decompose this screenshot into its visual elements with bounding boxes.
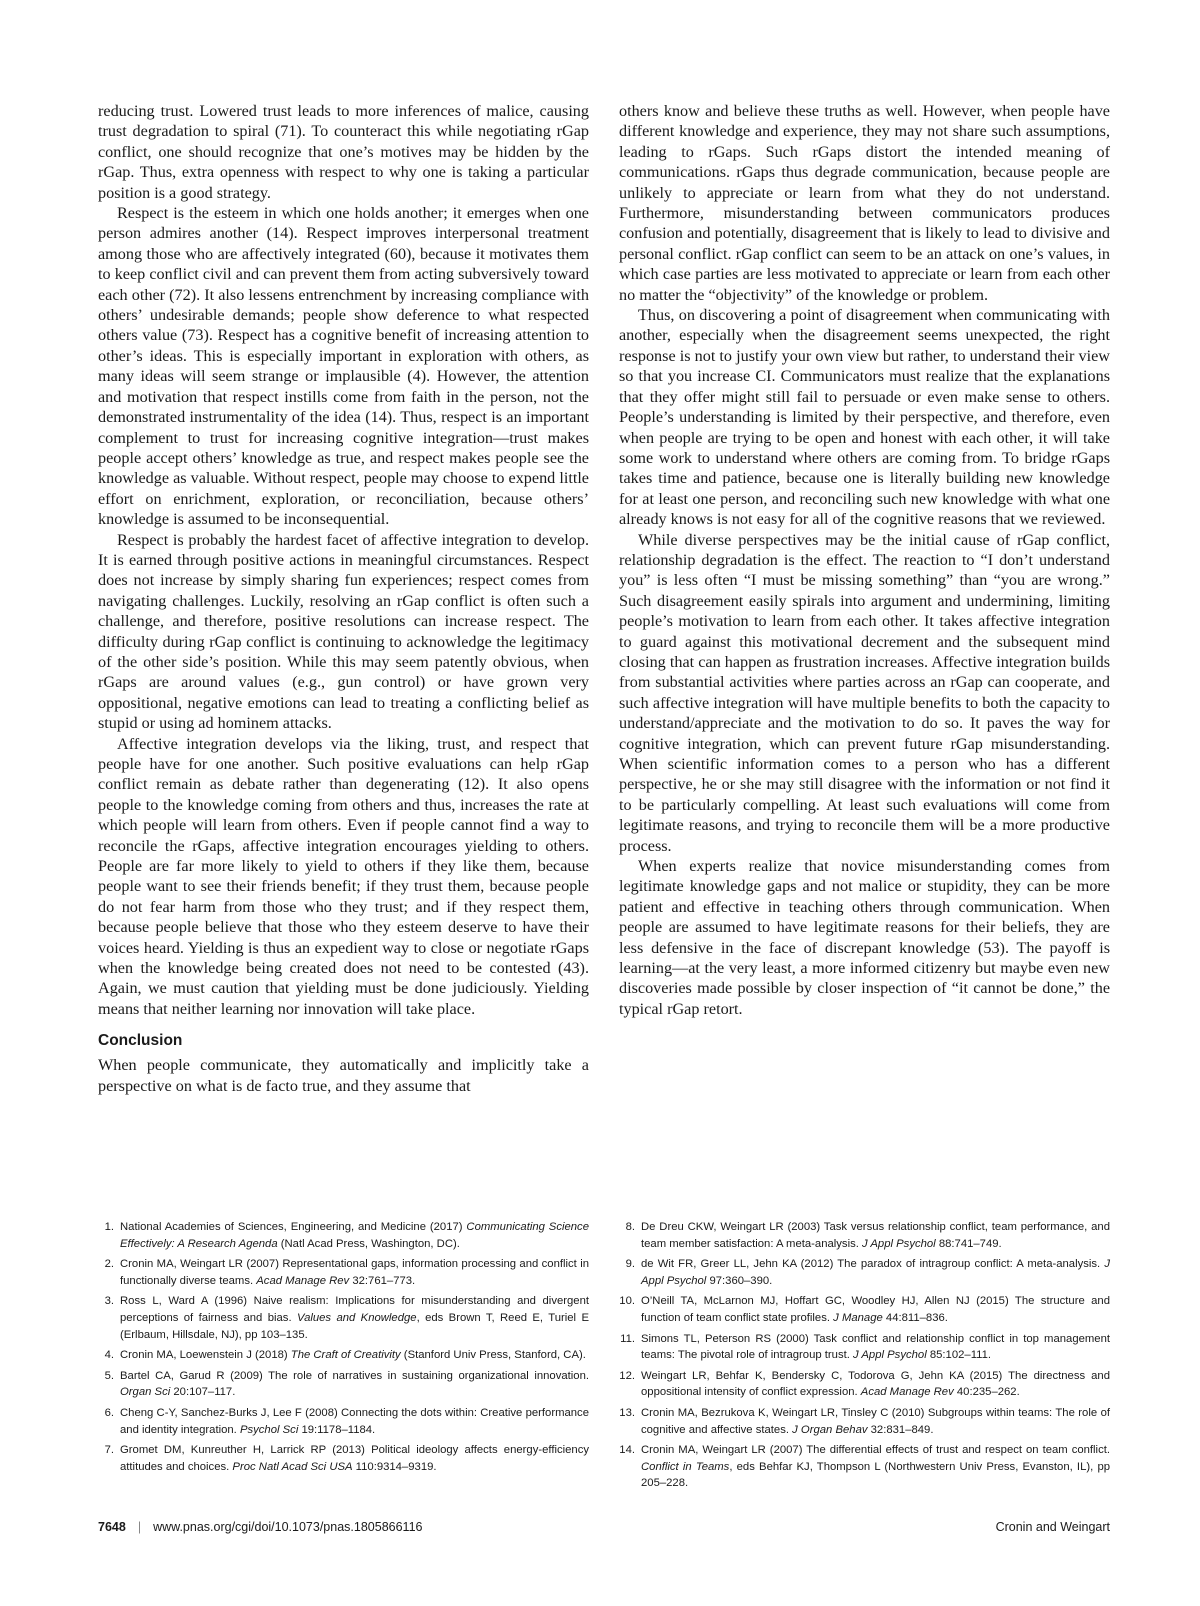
paragraph: Respect is probably the hardest facet of affective integration to develop. It is earned through positive actions in meaningful circumstances. Respect does not increase by simply sharing fun experiences; respect comes from navigating challenges. Luckily, resolving an rGap conflict is often such a challenge, and therefore, positive resolutions can increase respect. The difficulty during rGap conflict is continuing to acknowledge the legitimacy of the other side’s position. While this may seem patently obvious, when rGaps are around values (e.g., gun control) or have grown very oppositional, negative emotions can lead to treating a conflicting belief as stupid or using ad hominem attacks. (98, 530, 589, 733)
reference-details: 44:811–836. (882, 1311, 948, 1324)
reference-source: The Craft of Creativity (290, 1349, 401, 1362)
paragraph: Thus, on discovering a point of disagreement when communicating with another, especially when the disagreement seems unexpected, the right response is not to justify your own view but rather, to understand their view so that you increase CI. Communicators must realize that the explanations that they offer might still fail to persuade or even make sense to others. People’s understanding is limited by their perspective, and therefore, even when people are trying to be open and honest with each other, it will take some work to understand where others are coming from. To bridge rGaps takes time and patience, because one is literally building new knowledge for at least one person, and reconciling such new knowledge with what one already knows is not easy for all of the cognitive reasons that we reviewed. (619, 306, 1110, 529)
paragraph: reducing trust. Lowered trust leads to more inferences of malice, causing trust degradation to spiral (71). To counteract this while negotiating rGap conflict, one should recognize that one’s motives may be hidden by the rGap. Thus, extra openness with respect to why one is taking a particular position is a good strategy. (98, 102, 589, 202)
references (98, 1219, 1110, 1496)
reference-number: 4. (104, 1349, 114, 1362)
reference-number: 3. (104, 1295, 114, 1308)
reference-details: , eds Brown T, Reed E, Turiel E (Erlbaum, Hillsdale, NJ), pp 103–135. (120, 1311, 589, 1341)
reference-source: Values and Knowledge (296, 1311, 417, 1324)
reference-number: 7. (104, 1444, 114, 1457)
reference-item (619, 1256, 1110, 1289)
reference-number: 5. (104, 1369, 114, 1382)
reference-text: Gromet DM, Kunreuther H, Larrick RP (2013) Political ideology affects energy-efficiency attitudes and choices. (120, 1444, 589, 1473)
reference-text: Cheng C-Y, Sanchez-Burks J, Lee F (2008) Connecting the dots within: Creative performance and identity integration. (120, 1406, 589, 1436)
reference-details: 88:741–749. (935, 1237, 1002, 1250)
reference-number: 8. (625, 1221, 635, 1233)
reference-number: 2. (104, 1258, 114, 1271)
reference-number: 11. (620, 1332, 635, 1345)
paragraph: Respect is the esteem in which one holds another; it emerges when one person admires another (14). Respect improves interpersonal treatment among those who are affectively integrated (60), because it motivates them to keep conflict civil and can prevent them from acting subversively toward each other (72). It also lessens entrenchment by increasing compliance with others’ undesirable demands; people show deference to what respected others value (73). Respect has a cognitive benefit of increasing attention to other’s ideas. This is especially important in exploration with others, as many ideas will seem strange or implausible (4). However, the attention and motivation that respect instills come from faith in the person, not the demonstrated instrumentality of the idea (14). Thus, respect is an important complement to trust for increasing cognitive integration—trust makes people accept others’ knowledge as true, and respect makes people see the knowledge as valuable. Without respect, people may choose to expend little effort on enrichment, exploration, or reconciliation, because others’ knowledge is assumed to be inconsequential. (98, 204, 589, 529)
reference-details: 40:235–262. (953, 1386, 1020, 1399)
footer-left (98, 1520, 422, 1534)
reference-number: 10. (619, 1295, 635, 1308)
reference-text: Bartel CA, Garud R (2009) The role of narratives in sustaining organizational innovation. (120, 1369, 589, 1382)
references-left-list (98, 1219, 589, 1496)
reference-text: O’Neill TA, McLarnon MJ, Hoffart GC, Woodley HJ, Allen NJ (2015) The structure and function of team conflict state profiles. (641, 1295, 1110, 1324)
reference-item (98, 1219, 589, 1252)
running-authors: Cronin and Weingart (995, 1520, 1110, 1534)
reference-details: (Stanford Univ Press, Stanford, CA). (400, 1349, 586, 1362)
reference-details: 85:102–111. (926, 1349, 992, 1362)
reference-source: Acad Manage Rev (860, 1386, 954, 1399)
right-column (619, 101, 1110, 1096)
reference-details: 19:1178–1184. (298, 1423, 376, 1436)
reference-details: , eds Behfar KJ, Thompson L (Northwestern Univ Press, Evanston, IL), pp 205–228. (641, 1460, 1111, 1490)
reference-source: J Appl Psychol (641, 1258, 1110, 1287)
reference-item (619, 1368, 1110, 1401)
section-heading-conclusion: Conclusion (98, 1032, 183, 1050)
reference-item (619, 1405, 1110, 1438)
reference-details: 20:107–117. (170, 1386, 236, 1399)
reference-text: National Academies of Sciences, Engineering, and Medicine (2017) (120, 1221, 467, 1233)
reference-number: 13. (619, 1406, 635, 1419)
reference-item (619, 1293, 1110, 1326)
reference-item (98, 1293, 589, 1343)
reference-text: Simons TL, Peterson RS (2000) Task conflict and relationship conflict in top management teams: The pivotal role of intragroup trust. (641, 1332, 1110, 1362)
reference-number: 14. (619, 1444, 635, 1457)
reference-text: Cronin MA, Weingart LR (2007) Representational gaps, information processing and conflict in functionally diverse teams. (120, 1258, 589, 1287)
reference-item (98, 1442, 589, 1475)
reference-source: Psychol Sci (239, 1423, 299, 1436)
footer-separator: | (137, 1520, 142, 1534)
reference-number: 12. (619, 1369, 635, 1382)
paragraph: Affective integration develops via the liking, trust, and respect that people have for one another. Such positive evaluations can help rGap conflict remain as debate rather than degenerating (12). It also opens people to the knowledge coming from others and thus, increases the rate at which people will learn from others. Even if people cannot find a way to reconcile the rGaps, affective integration encourages yielding to others. People are far more likely to yield to others if they like them, because people want to see their friends benefit; if they trust them, because people do not fear harm from those who they trust; and if they respect them, because people believe that those who they esteem deserve to have their voices heard. Yielding is thus an expedient way to close or negotiate rGaps when the knowledge being created does not need to be contested (43). Again, we must caution that yielding must be done judiciously. Yielding means that neither learning nor innovation will take place. (98, 734, 589, 1018)
reference-details: 32:761–773. (349, 1274, 416, 1287)
reference-text: Ross L, Ward A (1996) Naive realism: Implications for misunderstanding and divergent perceptions of fairness and bias. (120, 1295, 589, 1324)
reference-text: De Dreu CKW, Weingart LR (2003) Task versus relationship conflict, team performance, and team member satisfaction: A meta-analysis. (641, 1221, 1110, 1250)
body-columns (98, 101, 1110, 1096)
reference-number: 1. (104, 1221, 114, 1233)
reference-number: 9. (625, 1258, 635, 1271)
paragraph: When experts realize that novice misunderstanding comes from legitimate knowledge gaps and not malice or stupidity, they can be more patient and effective in teaching others through communication. When people are assumed to have legitimate reasons for their beliefs, they are less defensive in the face of discrepant knowledge (53). The payoff is learning—at the very least, a more informed citizenry but maybe even new discoveries made possible by closer inspection of “it cannot be done,” the typical rGap retort. (619, 857, 1110, 1018)
reference-item (98, 1347, 589, 1364)
reference-text: Cronin MA, Bezrukova K, Weingart LR, Tinsley C (2010) Subgroups within teams: The role of cognitive and affective states. (641, 1406, 1110, 1436)
reference-text: Cronin MA, Weingart LR (2007) The differential effects of trust and respect on team conflict. (641, 1444, 1110, 1457)
reference-item (98, 1405, 589, 1438)
reference-source: Communicating Science Effectively: A Research Agenda (120, 1221, 589, 1250)
reference-source: J Appl Psychol (853, 1349, 927, 1362)
doi-link[interactable]: www.pnas.org/cgi/doi/10.1073/pnas.1805866116 (153, 1520, 423, 1534)
paragraph: When people communicate, they automatically and implicitly take a perspective on what is de facto true, and they assume that (98, 1056, 589, 1095)
reference-item (98, 1368, 589, 1401)
reference-text: de Wit FR, Greer LL, Jehn KA (2012) The paradox of intragroup conflict: A meta-analysis. (641, 1258, 1105, 1271)
reference-source: Organ Sci (120, 1386, 171, 1399)
reference-item (98, 1256, 589, 1289)
page-number: 7648 (98, 1520, 126, 1534)
reference-source: J Organ Behav (792, 1423, 868, 1436)
reference-details: 110:9314–9319. (352, 1460, 437, 1473)
reference-item (619, 1331, 1110, 1364)
reference-source: J Appl Psychol (862, 1237, 936, 1250)
paragraph: While diverse perspectives may be the initial cause of rGap conflict, relationship degradation is the effect. The reaction to “I don’t understand you” is less often “I must be missing something” than “you are wrong.” Such disagreement easily spirals into argument and undermining, limiting people’s motivation to learn from each other. It takes affective integration to guard against this motivational decrement and the subsequent mind closing that can happen as frustration increases. Affective integration builds from substantial activities where parties across an rGap can cooperate, and such affective integration will have multiple benefits to both the capacity to understand/appreciate and the motivation to do so. It paves the way for cognitive integration, which can prevent future rGap misunderstanding. When scientific information comes to a person who has a different perspective, he or she may still disagree with the information or not find it to be particularly compelling. At least such evaluations will come from legitimate reasons, and trying to reconcile them will be a more productive process. (619, 530, 1110, 855)
reference-number: 6. (104, 1406, 114, 1419)
reference-source: Acad Manage Rev (256, 1274, 350, 1287)
reference-source: Conflict in Teams (641, 1460, 730, 1473)
reference-details: (Natl Acad Press, Washington, DC). (277, 1237, 460, 1250)
reference-details: 97:360–390. (706, 1274, 773, 1287)
reference-text: Weingart LR, Behfar K, Bendersky C, Todorova G, Jehn KA (2015) The directness and oppositional intensity of conflict expression. (641, 1369, 1110, 1399)
reference-source: J Manage (833, 1311, 883, 1324)
paragraph: others know and believe these truths as well. However, when people have different knowledge and experience, they may not share such assumptions, leading to rGaps. Such rGaps distort the intended meaning of communications. rGaps thus degrade communication, because people are unlikely to appreciate or learn from what they do not understand. Furthermore, misunderstanding between communicators produces confusion and potentially, disagreement that is likely to lead to divisive and personal conflict. rGap conflict can seem to be an attack on one’s values, in which case parties are less motivated to appreciate or learn from each other no matter the “objectivity” of the knowledge or problem. (619, 102, 1110, 304)
reference-item (619, 1219, 1110, 1252)
references-right-list (619, 1219, 1110, 1496)
reference-details: 32:831–849. (867, 1423, 934, 1436)
reference-text: Cronin MA, Loewenstein J (2018) (120, 1349, 291, 1362)
left-column (98, 101, 589, 1096)
reference-item (619, 1442, 1110, 1492)
page-footer (98, 1520, 1110, 1534)
reference-source: Proc Natl Acad Sci USA (232, 1460, 353, 1473)
